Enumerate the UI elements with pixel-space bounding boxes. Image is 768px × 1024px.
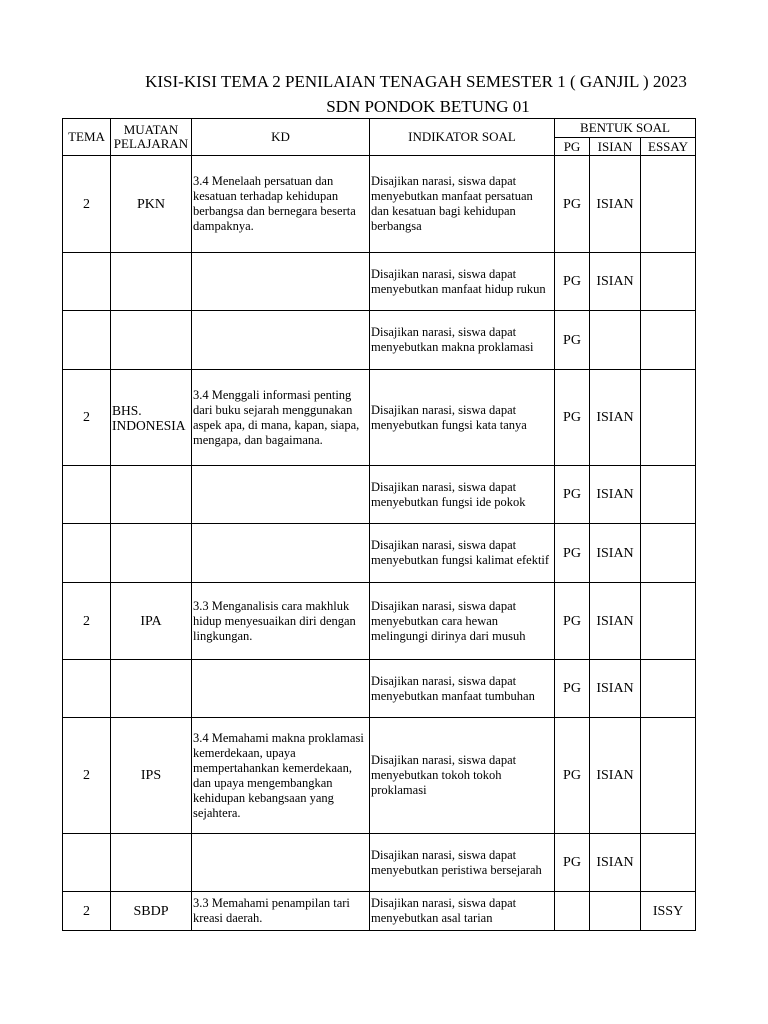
cell-indikator: Disajikan narasi, siswa dapat menyebutkan fungsi ide pokok	[370, 466, 555, 524]
cell-tema: 2	[63, 892, 111, 931]
header-pg: PG	[555, 138, 590, 156]
cell-kd	[192, 466, 370, 524]
cell-kd: 3.4 Menggali informasi penting dari buku sejarah menggunakan aspek apa, di mana, kapan, siapa, mengapa, dan bagaimana.	[192, 370, 370, 466]
cell-isian: ISIAN	[590, 834, 641, 892]
header-isian: ISIAN	[590, 138, 641, 156]
cell-indikator: Disajikan narasi, siswa dapat menyebutkan manfaat persatuan dan kesatuan bagi kehidupan berbangsa	[370, 156, 555, 253]
kisi-kisi-table	[62, 118, 696, 931]
cell-indikator: Disajikan narasi, siswa dapat menyebutkan manfaat hidup rukun	[370, 253, 555, 311]
cell-indikator: Disajikan narasi, siswa dapat menyebutkan manfaat tumbuhan	[370, 660, 555, 718]
cell-muatan	[111, 466, 192, 524]
cell-pg: PG	[555, 156, 590, 253]
cell-isian	[590, 311, 641, 370]
header-muatan-line1: MUATAN	[123, 122, 179, 137]
cell-pg: PG	[555, 466, 590, 524]
cell-kd	[192, 834, 370, 892]
cell-isian	[590, 892, 641, 931]
cell-muatan	[111, 524, 192, 583]
header-muatan	[111, 119, 192, 156]
cell-essay	[641, 660, 696, 718]
cell-isian: ISIAN	[590, 466, 641, 524]
table-row	[63, 370, 696, 466]
cell-tema	[63, 660, 111, 718]
cell-kd	[192, 253, 370, 311]
cell-kd	[192, 524, 370, 583]
cell-kd	[192, 660, 370, 718]
table-row	[63, 892, 696, 931]
cell-tema: 2	[63, 718, 111, 834]
cell-kd: 3.3 Menganalisis cara makhluk hidup menyesuaikan diri dengan lingkungan.	[192, 583, 370, 660]
cell-indikator: Disajikan narasi, siswa dapat menyebutkan tokoh tokoh proklamasi	[370, 718, 555, 834]
cell-essay	[641, 524, 696, 583]
cell-essay	[641, 370, 696, 466]
cell-indikator: Disajikan narasi, siswa dapat menyebutkan makna proklamasi	[370, 311, 555, 370]
cell-muatan: BHS. INDONESIA	[111, 370, 192, 466]
cell-kd: 3.4 Memahami makna proklamasi kemerdekaan, upaya mempertahankan kemerdekaan, dan upaya mengembangkan kehidupan kebangsaan yang sejahtera.	[192, 718, 370, 834]
cell-pg: PG	[555, 370, 590, 466]
table-row	[63, 156, 696, 253]
cell-pg: PG	[555, 311, 590, 370]
cell-indikator: Disajikan narasi, siswa dapat menyebutkan peristiwa bersejarah	[370, 834, 555, 892]
cell-isian: ISIAN	[590, 156, 641, 253]
cell-tema	[63, 311, 111, 370]
cell-muatan: SBDP	[111, 892, 192, 931]
header-bentuk-soal: BENTUK SOAL	[555, 119, 696, 138]
cell-tema: 2	[63, 156, 111, 253]
document-title: KISI-KISI TEMA 2 PENILAIAN TENAGAH SEMESTER 1 ( GANJIL ) 2023	[145, 72, 687, 91]
cell-indikator: Disajikan narasi, siswa dapat menyebutkan asal tarian	[370, 892, 555, 931]
cell-isian: ISIAN	[590, 660, 641, 718]
cell-pg: PG	[555, 718, 590, 834]
cell-muatan	[111, 311, 192, 370]
header-indikator: INDIKATOR SOAL	[370, 119, 555, 156]
cell-essay	[641, 583, 696, 660]
table-row	[63, 466, 696, 524]
header-kd: KD	[192, 119, 370, 156]
table-row	[63, 524, 696, 583]
table-row	[63, 718, 696, 834]
cell-pg: PG	[555, 834, 590, 892]
cell-tema: 2	[63, 370, 111, 466]
cell-kd: 3.3 Memahami penampilan tari kreasi daerah.	[192, 892, 370, 931]
table-row	[63, 583, 696, 660]
table-row	[63, 834, 696, 892]
cell-essay	[641, 156, 696, 253]
school-name: SDN PONDOK BETUNG 01	[326, 97, 530, 116]
cell-isian: ISIAN	[590, 370, 641, 466]
cell-essay	[641, 466, 696, 524]
header-essay: ESSAY	[641, 138, 696, 156]
cell-essay	[641, 718, 696, 834]
cell-isian: ISIAN	[590, 718, 641, 834]
header-muatan-line2: PELAJARAN	[113, 136, 189, 151]
cell-essay: ISSY	[641, 892, 696, 931]
cell-kd: 3.4 Menelaah persatuan dan kesatuan terhadap kehidupan berbangsa dan bernegara beserta dampaknya.	[192, 156, 370, 253]
cell-isian: ISIAN	[590, 253, 641, 311]
cell-muatan: IPS	[111, 718, 192, 834]
cell-pg: PG	[555, 583, 590, 660]
cell-kd	[192, 311, 370, 370]
table-row	[63, 660, 696, 718]
cell-tema: 2	[63, 583, 111, 660]
cell-tema	[63, 524, 111, 583]
cell-pg: PG	[555, 253, 590, 311]
cell-muatan: PKN	[111, 156, 192, 253]
table-row	[63, 253, 696, 311]
cell-indikator: Disajikan narasi, siswa dapat menyebutkan fungsi kalimat efektif	[370, 524, 555, 583]
cell-tema	[63, 466, 111, 524]
cell-isian: ISIAN	[590, 524, 641, 583]
cell-essay	[641, 253, 696, 311]
table-row	[63, 311, 696, 370]
cell-muatan	[111, 834, 192, 892]
cell-pg: PG	[555, 524, 590, 583]
cell-essay	[641, 311, 696, 370]
cell-muatan	[111, 660, 192, 718]
cell-muatan	[111, 253, 192, 311]
cell-tema	[63, 253, 111, 311]
cell-isian: ISIAN	[590, 583, 641, 660]
cell-pg: PG	[555, 660, 590, 718]
header-row-1	[63, 119, 696, 138]
header-tema: TEMA	[63, 119, 111, 156]
cell-indikator: Disajikan narasi, siswa dapat menyebutkan fungsi kata tanya	[370, 370, 555, 466]
cell-pg	[555, 892, 590, 931]
cell-muatan: IPA	[111, 583, 192, 660]
cell-indikator: Disajikan narasi, siswa dapat menyebutkan cara hewan melingungi dirinya dari musuh	[370, 583, 555, 660]
cell-essay	[641, 834, 696, 892]
cell-tema	[63, 834, 111, 892]
